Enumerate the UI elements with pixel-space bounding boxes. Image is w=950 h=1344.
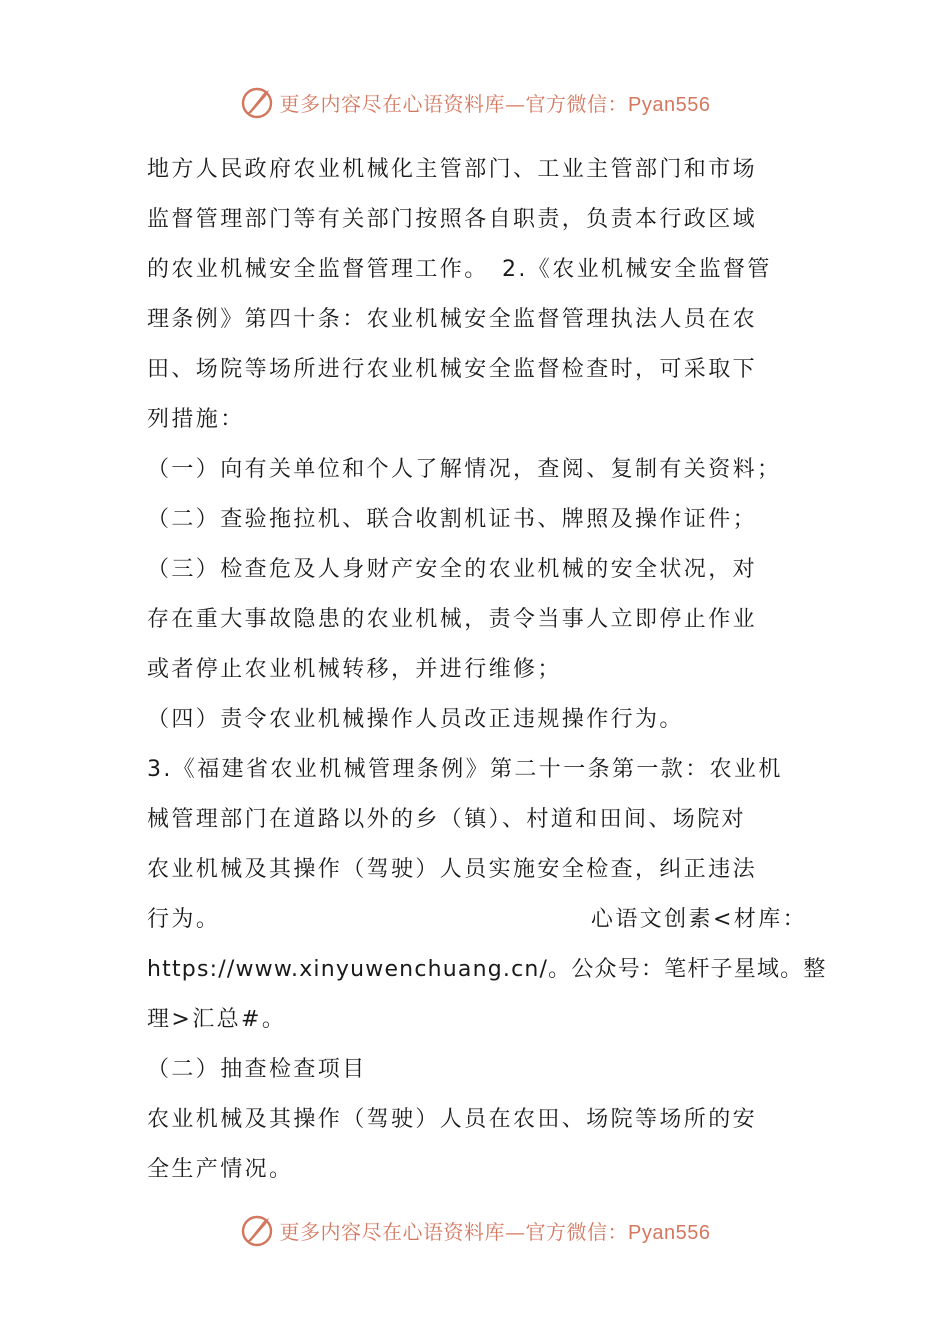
banner-text: 更多内容尽在心语资料库—官方微信：Pyan556 bbox=[279, 1219, 711, 1244]
spread-char: 文 bbox=[639, 907, 665, 932]
url-line: https://www.xinyuwenchuang.cn/。公众号：笔杆子星域。整 bbox=[147, 957, 827, 982]
spread-char: 心 bbox=[590, 907, 616, 932]
document-body bbox=[147, 145, 827, 1195]
body-line: 的农业机械安全监督管理工作。 2.《农业机械安全监督管 bbox=[147, 257, 772, 282]
spread-line bbox=[147, 895, 807, 945]
spread-char: 创 bbox=[664, 907, 689, 932]
header-watermark-banner bbox=[0, 80, 950, 124]
spread-char: < bbox=[712, 907, 734, 932]
spread-char: 行 bbox=[147, 907, 172, 932]
quill-logo-icon bbox=[240, 1212, 276, 1248]
body-line: 田、场院等场所进行农业机械安全监督检查时，可采取下 bbox=[147, 357, 758, 382]
body-line: 理条例》第四十条：农业机械安全监督管理执法人员在农 bbox=[147, 307, 758, 332]
body-line: （一）向有关单位和个人了解情况，查阅、复制有关资料； bbox=[147, 457, 782, 482]
quill-logo-icon bbox=[240, 84, 276, 120]
body-line: （四）责令农业机械操作人员改正违规操作行为。 bbox=[147, 707, 684, 732]
body-line: 全生产情况。 bbox=[147, 1157, 294, 1182]
body-line: 农业机械及其操作（驾驶）人员在农田、场院等场所的安 bbox=[147, 1107, 758, 1132]
body-line: 列措施： bbox=[147, 407, 245, 432]
section-heading: （二）抽查检查项目 bbox=[147, 1057, 367, 1082]
body-line: 农业机械及其操作（驾驶）人员实施安全检查，纠正违法 bbox=[147, 857, 758, 882]
body-line: 械管理部门在道路以外的乡（镇）、村道和田间、场院对 bbox=[147, 807, 747, 832]
body-line: 监督管理部门等有关部门按照各自职责，负责本行政区域 bbox=[147, 207, 758, 232]
banner-text: 更多内容尽在心语资料库—官方微信：Pyan556 bbox=[279, 91, 711, 116]
body-line: 地方人民政府农业机械化主管部门、工业主管部门和市场 bbox=[147, 157, 758, 182]
body-line: 理>汇总#。 bbox=[147, 1007, 287, 1032]
spread-char: 。 bbox=[195, 907, 221, 932]
body-line: （二）查验拖拉机、联合收割机证书、牌照及操作证件； bbox=[147, 507, 758, 532]
wechat-id: Pyan556 bbox=[628, 93, 711, 116]
footer-watermark-banner bbox=[0, 1208, 950, 1252]
body-line: （三）检查危及人身财产安全的农业机械的安全状况，对 bbox=[147, 557, 758, 582]
body-line: 3.《福建省农业机械管理条例》第二十一条第一款：农业机 bbox=[147, 757, 783, 782]
wechat-id: Pyan556 bbox=[628, 1221, 711, 1244]
spread-char: 素 bbox=[688, 907, 713, 932]
body-line: 存在重大事故隐患的农业机械，责令当事人立即停止作业 bbox=[147, 607, 758, 632]
spread-char: 语 bbox=[615, 907, 640, 932]
spread-char: 库 bbox=[758, 907, 783, 932]
spread-char: 材 bbox=[733, 907, 759, 932]
spread-char: 为 bbox=[171, 907, 196, 932]
body-line: 或者停止农业机械转移，并进行维修； bbox=[147, 657, 562, 682]
spread-char: ： bbox=[782, 907, 807, 932]
